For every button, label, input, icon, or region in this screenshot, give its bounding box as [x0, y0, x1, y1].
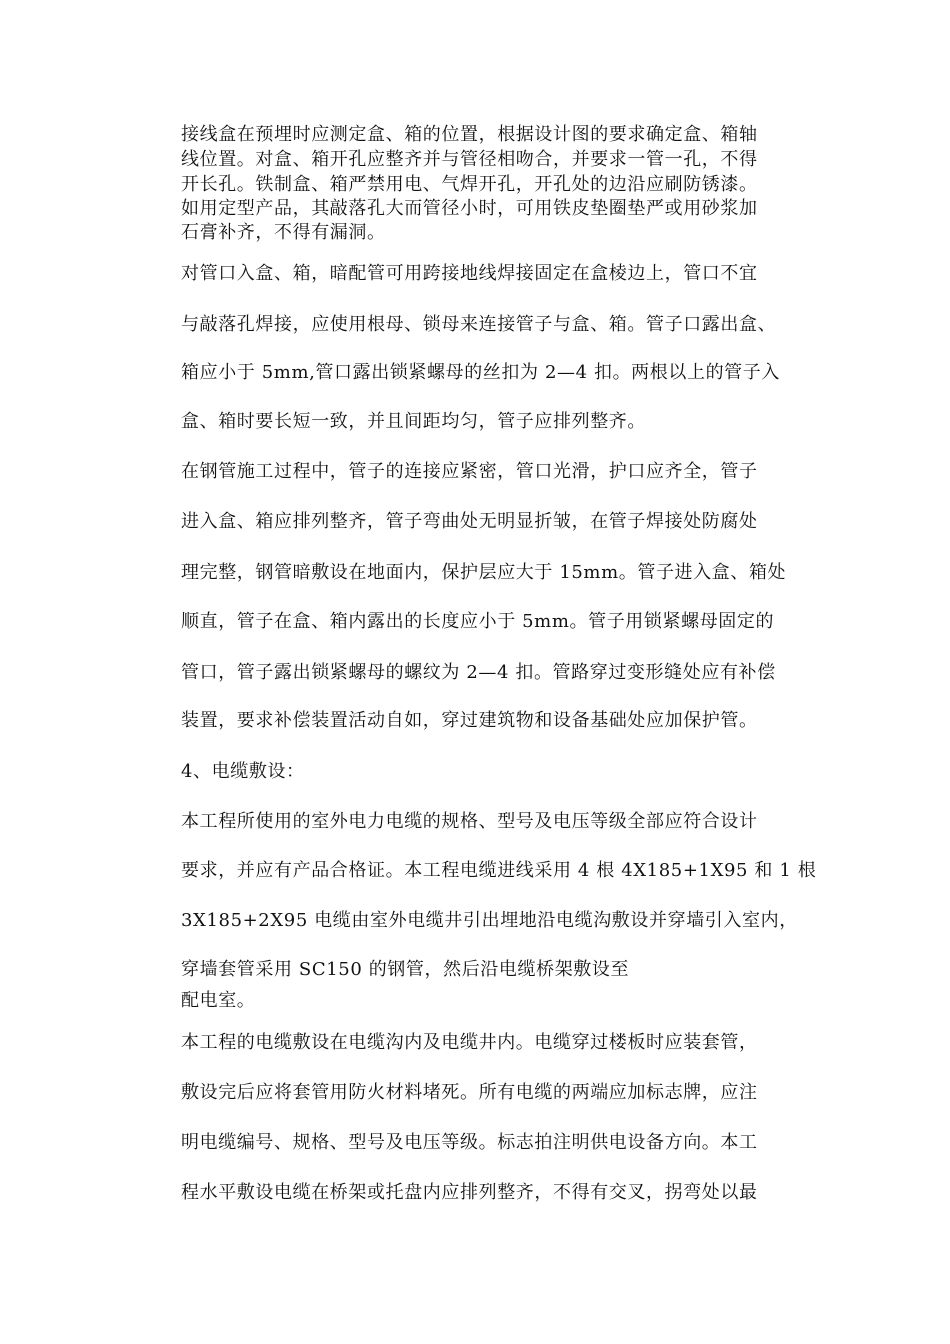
text-line: 对管口入盒、箱，暗配管可用跨接地线焊接固定在盒棱边上，管口不宜: [181, 263, 758, 284]
text-line: 接线盒在预埋时应测定盒、箱的位置，根据设计图的要求确定盒、箱轴: [181, 124, 758, 145]
text-line: 程水平敷设电缆在桥架或托盘内应排列整齐，不得有交叉，拐弯处以最: [181, 1182, 758, 1203]
text-line: 如用定型产品，其敲落孔大而管径小时，可用铁皮垫圈垫严或用砂浆加: [181, 198, 758, 219]
text-line: 线位置。对盒、箱开孔应整齐并与管径相吻合，并要求一管一孔，不得: [181, 149, 758, 170]
text-line: 进入盒、箱应排列整齐，管子弯曲处无明显折皱，在管子焊接处防腐处: [181, 511, 758, 532]
text-line: 敷设完后应将套管用防火材料堵死。所有电缆的两端应加标志牌，应注: [181, 1082, 758, 1103]
text-line: 盒、箱时要长短一致，并且间距均匀，管子应排列整齐。: [181, 411, 646, 432]
text-line: 石膏补齐，不得有漏洞。: [181, 222, 386, 243]
text-line: 开长孔。铁制盒、箱严禁用电、气焊开孔，开孔处的边沿应刷防锈漆。: [181, 174, 758, 195]
text-line: 本工程的电缆敷设在电缆沟内及电缆井内。电缆穿过楼板时应装套管，: [181, 1032, 758, 1053]
text-line: 顺直，管子在盒、箱内露出的长度应小于 5mm。管子用锁紧螺母固定的: [181, 611, 775, 632]
text-line: 与敲落孔焊接，应使用根母、锁母来连接管子与盒、箱。管子口露出盒、: [181, 314, 777, 335]
text-line: 在钢管施工过程中，管子的连接应紧密，管口光滑，护口应齐全，管子: [181, 461, 758, 482]
text-line: 本工程所使用的室外电力电缆的规格、型号及电压等级全部应符合设计: [181, 811, 758, 832]
text-line: 装置，要求补偿装置活动自如，穿过建筑物和设备基础处应加保护管。: [181, 710, 758, 731]
text-line: 配电室。: [181, 990, 256, 1011]
text-line: 明电缆编号、规格、型号及电压等级。标志拍注明供电设备方向。本工: [181, 1132, 758, 1153]
text-line: 要求，并应有产品合格证。本工程电缆进线采用 4 根 4X185+1X95 和 1 根: [181, 860, 817, 881]
text-line: 3X185+2X95 电缆由室外电缆井引出埋地沿电缆沟敷设并穿墙引入室内，: [181, 910, 798, 931]
text-line: 穿墙套管采用 SC150 的钢管，然后沿电缆桥架敷设至: [181, 959, 630, 980]
section-heading-cable-laying: 4、电缆敷设：: [181, 761, 305, 782]
text-line: 管口，管子露出锁紧螺母的螺纹为 2—4 扣。管路穿过变形缝处应有补偿: [181, 662, 776, 683]
text-line: 理完整，钢管暗敷设在地面内，保护层应大于 15mm。管子进入盒、箱处: [181, 562, 787, 583]
text-line: 箱应小于 5mm,管口露出锁紧螺母的丝扣为 2—4 扣。两根以上的管子入: [181, 362, 780, 383]
